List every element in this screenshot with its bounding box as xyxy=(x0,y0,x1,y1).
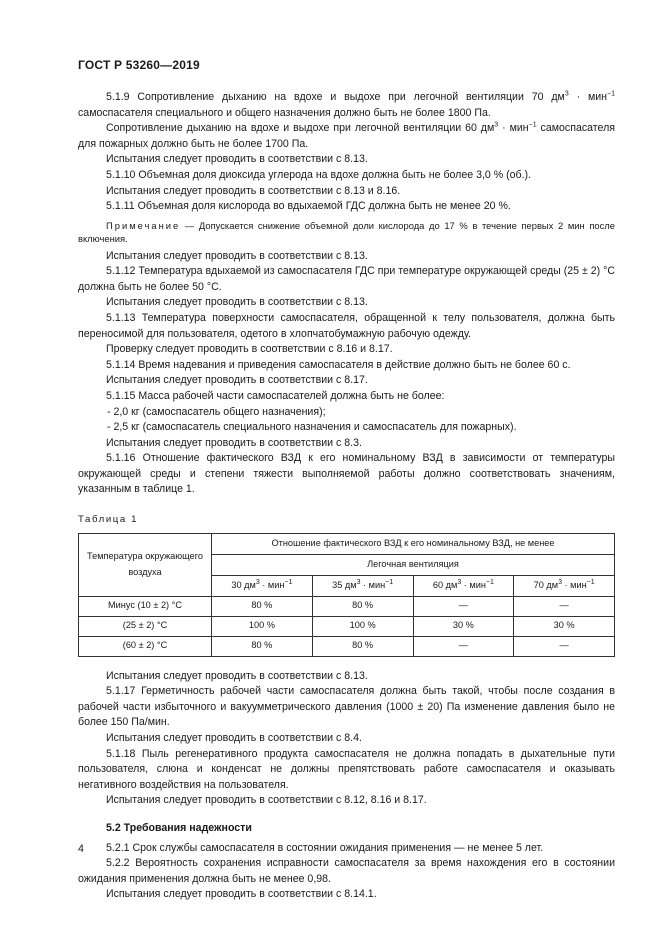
table-row xyxy=(79,616,615,636)
clause-5-2-2: 5.2.2 Вероятность сохранения исправности самоспасателя за время нахождения его в состоянии ожидания применения должна быть не менее 0,98. xyxy=(78,857,615,885)
section-heading: 5.2 Требования надежности xyxy=(106,822,252,834)
document-header: ГОСТ Р 53260—2019 xyxy=(78,58,200,72)
clause-5-1-15: 5.1.15 Масса рабочей части самоспасателей должна быть не более: xyxy=(106,389,445,402)
document-body xyxy=(78,90,615,903)
table-cell: — xyxy=(514,636,615,656)
table-cell: (25 ± 2) °С xyxy=(79,616,212,636)
table-cell: Минус (10 ± 2) °С xyxy=(79,596,212,616)
column-header-temperature: Температура окружающего воздуха xyxy=(79,533,212,596)
paragraph: Испытания следует проводить в соответствии с 8.4. xyxy=(106,732,362,745)
paragraph: Испытания следует проводить в соответствии с 8.3. xyxy=(106,436,362,449)
list-item: - 2,0 кг (самоспасатель общего назначения); xyxy=(107,405,326,418)
table-1 xyxy=(78,533,615,657)
clause-5-1-11: 5.1.11 Объемная доля кислорода во вдыхаемой ГДС должна быть не менее 20 %. xyxy=(106,200,511,213)
table-cell: — xyxy=(514,596,615,616)
clause-5-1-16: 5.1.16 Отношение фактического ВЗД к его номинальному ВЗД в зависимости от температуры окружающей среды и степени тяжести выполняемой работы должно соответствовать значениям, указанным в таблице 1. xyxy=(78,452,615,496)
paragraph: Испытания следует проводить в соответствии с 8.17. xyxy=(106,374,368,387)
paragraph: Испытания следует проводить в соответствии с 8.14.1. xyxy=(106,888,377,901)
column-header-ventilation: 30 $дм^3 \cdot мин^{-1}$ xyxy=(212,575,313,596)
column-header-ventilation: 70 $дм^3 \cdot мин^{-1}$ xyxy=(514,575,615,596)
table-cell: 100 % xyxy=(312,616,413,636)
column-header-ventilation: 35 $дм^3 \cdot мин^{-1}$ xyxy=(312,575,413,596)
list-item: - 2,5 кг (самоспасатель специального назначения и самоспасатель для пожарных). xyxy=(107,421,517,434)
clause-5-1-18: 5.1.18 Пыль регенеративного продукта самоспасателя не должна попадать в дыхательные пути пользователя, слюна и конденсат не должны препятствовать работе самоспасателя и оказывать негативного воздействия на пользователя. xyxy=(78,747,615,791)
paragraph: Испытания следует проводить в соответствии с 8.13. xyxy=(106,153,368,166)
table-cell: 80 % xyxy=(312,636,413,656)
table-caption: Таблица 1 xyxy=(78,514,139,526)
clause-5-2-1: 5.2.1 Срок службы самоспасателя в состоянии ожидания применения — не менее 5 лет. xyxy=(106,841,544,854)
note: Примечание — Допускается снижение объемной доли кислорода до 17 % в течение первых 2 мин после включения. xyxy=(78,219,615,245)
table-cell: 80 % xyxy=(312,596,413,616)
clause-5-1-14: 5.1.14 Время надевания и приведения самоспасателя в действие должно быть не более 60 с. xyxy=(106,358,571,371)
paragraph: Проверку следует проводить в соответствии с 8.16 и 8.17. xyxy=(106,343,393,356)
table-row xyxy=(79,596,615,616)
table-cell: 30 % xyxy=(514,616,615,636)
column-header-ventilation: 60 $дм^3 \cdot мин^{-1}$ xyxy=(413,575,514,596)
paragraph: Испытания следует проводить в соответствии с 8.12, 8.16 и 8.17. xyxy=(106,794,427,807)
table-main-header: Отношение фактического ВЗД к его номинальному ВЗД, не менее xyxy=(212,533,615,554)
page-number: 4 xyxy=(78,843,84,855)
paragraph: Испытания следует проводить в соответствии с 8.13. xyxy=(106,249,368,262)
note-label: Примечание xyxy=(106,219,181,231)
table-row xyxy=(79,636,615,656)
clause-5-1-12: 5.1.12 Температура вдыхаемой из самоспасателя ГДС при температуре окружающей среды (25 ± 2) °С должна быть не более 50 °С. xyxy=(78,265,615,293)
table-sub-header: Легочная вентиляция xyxy=(212,554,615,575)
table-cell: 100 % xyxy=(212,616,313,636)
clause-5-1-10: 5.1.10 Объемная доля диоксида углерода на вдохе должна быть не более 3,0 % (об.). xyxy=(106,168,532,181)
clause-5-1-17: 5.1.17 Герметичность рабочей части самоспасателя должна быть такой, чтобы после создания в рабочей части избыточного и вакуумметрического давления (1000 ± 20) Па изменение давления было не более 150 Па/мин. xyxy=(78,685,615,729)
table-cell: — xyxy=(413,596,514,616)
table-cell: (60 ± 2) °С xyxy=(79,636,212,656)
table-cell: 80 % xyxy=(212,596,313,616)
paragraph: Сопротивление дыханию на вдохе и выдохе при легочной вентиляции 60 $дм^3 \cdot мин^{-1}$ самоспасателя для пожарных должно быть не более 1700 Па. xyxy=(78,121,615,150)
clause-5-1-13: 5.1.13 Температура поверхности самоспасателя, обращенной к телу пользователя, должна быть переносимой для пользователя, одетого в хлопчатобумажную рабочую одежду. xyxy=(78,311,615,340)
table-cell: — xyxy=(413,636,514,656)
clause-5-1-9: 5.1.9 Сопротивление дыханию на вдохе и выдохе при легочной вентиляции 70 $дм^3 \cdot мин^{-1}$ самоспасателя специального и общего назначения должно быть не более 1800 Па. xyxy=(78,90,615,119)
table-cell: 30 % xyxy=(413,616,514,636)
paragraph: Испытания следует проводить в соответствии с 8.13. xyxy=(106,296,368,309)
table-cell: 80 % xyxy=(212,636,313,656)
paragraph: Испытания следует проводить в соответствии с 8.13 и 8.16. xyxy=(106,184,401,197)
paragraph: Испытания следует проводить в соответствии с 8.13. xyxy=(106,669,368,682)
